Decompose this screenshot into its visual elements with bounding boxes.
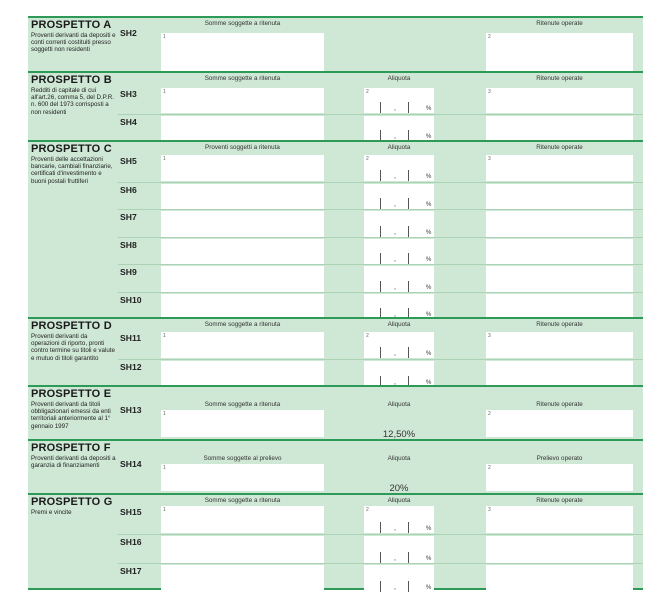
column-header-amount: Somme soggette a ritenuta <box>204 75 281 82</box>
section-description: Proventi derivanti da depositi a garanzia di finanziamenti <box>31 455 116 470</box>
withholding-input[interactable] <box>486 116 633 141</box>
percent-sign: % <box>426 556 432 562</box>
amount-input[interactable] <box>161 361 324 387</box>
row-code: SH16 <box>120 537 142 547</box>
percent-sign: % <box>426 351 432 357</box>
decimal-comma: , <box>394 555 396 562</box>
aliquota-fixed-value: 20% <box>389 483 409 494</box>
decimal-comma: , <box>394 201 396 208</box>
withholding-input[interactable] <box>486 88 633 113</box>
digit-separator <box>380 170 381 181</box>
percent-sign: % <box>426 229 432 236</box>
withholding-input[interactable] <box>486 294 633 320</box>
amount-input[interactable] <box>161 565 324 592</box>
percent-sign: % <box>426 173 432 180</box>
form-row-sh4 <box>118 114 643 142</box>
digit-separator <box>380 522 381 533</box>
aliquota-input[interactable] <box>364 184 434 210</box>
column-header-amount: Somme soggette a ritenuta <box>204 497 281 504</box>
aliquota-input[interactable] <box>364 266 434 292</box>
form-row-sh5 <box>118 154 643 182</box>
percent-sign: % <box>426 257 432 263</box>
prospetto-e <box>28 385 643 439</box>
column-header-withholding: Ritenute operate <box>536 75 583 82</box>
aliquota-input[interactable] <box>364 88 434 113</box>
digit-separator <box>408 102 409 113</box>
section-description: Redditi di capitale di cui all'art.26, comma 5, del D.P.R. n. 600 del 1973 corrisposti a non residenti <box>31 87 114 116</box>
field-number: 1 <box>163 465 166 471</box>
percent-sign: % <box>426 585 432 591</box>
field-number: 3 <box>488 333 491 339</box>
row-code: SH13 <box>120 405 142 415</box>
decimal-comma: , <box>394 350 396 357</box>
form-row-sh16 <box>118 534 643 564</box>
withholding-input[interactable] <box>486 506 633 533</box>
row-code: SH17 <box>120 566 142 576</box>
percent-sign: % <box>426 134 432 140</box>
section-description: Proventi derivanti da operazioni di riporto, pronti contro termine su titoli e valute e mutuo di titoli garantito <box>31 333 115 362</box>
field-number: 2 <box>488 411 491 417</box>
amount-input[interactable] <box>161 506 324 533</box>
row-code: SH10 <box>120 294 142 305</box>
aliquota-input[interactable] <box>364 211 434 237</box>
decimal-comma: , <box>394 133 396 140</box>
aliquota-input[interactable] <box>364 565 434 592</box>
column-header-amount: Proventi soggetti a ritenuta <box>205 144 280 151</box>
decimal-comma: , <box>394 525 396 532</box>
section-description: Premi e vincite <box>31 509 72 516</box>
prospetto-a <box>28 16 643 71</box>
digit-separator <box>408 552 409 563</box>
form-row-sh13 <box>118 405 643 440</box>
form-row-sh2 <box>118 28 643 73</box>
form-row-sh3 <box>118 87 643 114</box>
percent-sign: % <box>426 526 432 532</box>
field-number: 2 <box>366 333 369 339</box>
column-header-withholding: Ritenute operate <box>536 401 583 408</box>
digit-separator <box>380 226 381 237</box>
form-row-sh12 <box>118 359 643 388</box>
field-number: 2 <box>366 156 369 162</box>
field-number: 1 <box>163 156 166 162</box>
row-code: SH3 <box>120 89 137 99</box>
section-title: PROSPETTO D <box>31 320 112 332</box>
tax-form-panel <box>28 16 643 590</box>
digit-separator <box>408 198 409 209</box>
digit-separator <box>380 581 381 592</box>
decimal-comma: , <box>394 311 396 318</box>
withholding-input[interactable] <box>486 239 633 265</box>
section-title: PROSPETTO E <box>31 388 112 400</box>
aliquota-input[interactable] <box>364 116 434 141</box>
column-header-aliquota: Aliquota <box>387 144 411 151</box>
column-header-withholding: Prelievo operato <box>536 455 583 462</box>
amount-input[interactable] <box>161 155 324 181</box>
column-header-withholding: Ritenute operate <box>536 321 583 328</box>
prospetto-b <box>28 71 643 140</box>
form-row-sh10 <box>118 292 643 321</box>
row-code: SH14 <box>120 459 142 469</box>
form-row-sh9 <box>118 264 643 293</box>
digit-separator <box>408 281 409 292</box>
percent-sign: % <box>426 312 432 318</box>
row-code: SH7 <box>120 212 137 222</box>
section-title: PROSPETTO A <box>31 19 112 31</box>
form-row-sh17 <box>118 563 643 593</box>
aliquota-input[interactable] <box>364 239 434 265</box>
column-header-withholding: Ritenute operate <box>536 144 583 151</box>
field-number: 3 <box>488 89 491 95</box>
section-description: Proventi derivanti da titoli obbligazionari emessi da enti territoriali anteriormente al 1° gennaio 1997 <box>31 401 111 430</box>
amount-input[interactable] <box>161 410 324 437</box>
form-row-sh15 <box>118 505 643 534</box>
aliquota-input[interactable] <box>364 294 434 320</box>
column-header-aliquota: Aliquota <box>387 455 411 462</box>
percent-sign: % <box>426 202 432 208</box>
withholding-input[interactable] <box>486 211 633 237</box>
field-number: 1 <box>163 507 166 513</box>
withholding-input[interactable] <box>486 155 633 181</box>
form-row-sh6 <box>118 182 643 211</box>
form-row-sh8 <box>118 237 643 266</box>
digit-separator <box>408 226 409 237</box>
field-number: 1 <box>163 411 166 417</box>
amount-input[interactable] <box>161 33 324 72</box>
column-header-aliquota: Aliquota <box>387 497 411 504</box>
field-number: 2 <box>488 34 491 40</box>
section-title: PROSPETTO B <box>31 74 112 86</box>
withholding-input[interactable] <box>486 33 633 72</box>
withholding-input[interactable] <box>486 266 633 292</box>
aliquota-input[interactable] <box>364 506 434 533</box>
row-code: SH6 <box>120 184 137 195</box>
amount-input[interactable] <box>161 536 324 563</box>
form-row-sh11 <box>118 331 643 359</box>
section-title: PROSPETTO G <box>31 496 113 508</box>
field-number: 1 <box>163 333 166 339</box>
column-header-aliquota: Aliquota <box>387 321 411 328</box>
withholding-input[interactable] <box>486 332 633 358</box>
prospetto-c <box>28 140 643 317</box>
row-code: SH4 <box>120 117 137 127</box>
withholding-input[interactable] <box>486 410 633 437</box>
section-title: PROSPETTO F <box>31 442 111 454</box>
percent-sign: % <box>426 284 432 291</box>
column-header-amount: Somme soggette a ritenuta <box>204 401 281 408</box>
column-header-amount: Somme soggette a ritenuta <box>204 321 281 328</box>
withholding-input[interactable] <box>486 184 633 210</box>
decimal-comma: , <box>394 228 396 236</box>
field-number: 1 <box>163 89 166 95</box>
amount-input[interactable] <box>161 116 324 141</box>
aliquota-fixed-value: 12,50% <box>382 429 416 440</box>
digit-separator <box>408 522 409 533</box>
amount-input[interactable] <box>161 266 324 292</box>
aliquota-input[interactable] <box>364 536 434 563</box>
amount-input[interactable] <box>161 184 324 210</box>
decimal-comma: , <box>394 172 396 180</box>
column-header-amount: Somme soggette a ritenuta <box>204 20 281 27</box>
row-code: SH11 <box>120 333 142 343</box>
section-description: Proventi delle accettazioni bancarie, cambiali finanziarie, certificati d'investimento e buoni postali fruttiferi <box>31 156 113 185</box>
amount-input[interactable] <box>161 88 324 113</box>
field-number: 2 <box>366 507 369 513</box>
prospetto-d <box>28 317 643 385</box>
form-row-sh7 <box>118 209 643 238</box>
column-header-aliquota: Aliquota <box>387 75 411 82</box>
section-description: Proventi derivanti da depositi e conti correnti costituiti presso soggetti non residenti <box>31 32 116 54</box>
row-code: SH12 <box>120 362 142 372</box>
withholding-input[interactable] <box>486 565 633 592</box>
row-code: SH2 <box>120 28 137 38</box>
digit-separator <box>380 253 381 264</box>
field-number: 3 <box>488 507 491 513</box>
digit-separator <box>408 347 409 358</box>
digit-separator <box>380 552 381 563</box>
column-header-withholding: Ritenute operate <box>536 497 583 504</box>
withholding-input[interactable] <box>486 536 633 563</box>
digit-separator <box>380 347 381 358</box>
decimal-comma: , <box>394 105 396 112</box>
column-header-withholding: Ritenute operate <box>536 20 583 27</box>
withholding-input[interactable] <box>486 361 633 387</box>
row-code: SH8 <box>120 239 137 250</box>
prospetto-f <box>28 439 643 493</box>
digit-separator <box>380 281 381 292</box>
field-number: 2 <box>488 465 491 471</box>
digit-separator <box>380 198 381 209</box>
field-number: 1 <box>163 34 166 40</box>
row-code: SH5 <box>120 156 137 166</box>
field-number: 3 <box>488 156 491 162</box>
aliquota-input[interactable] <box>364 155 434 181</box>
row-code: SH15 <box>120 507 142 517</box>
amount-input[interactable] <box>161 294 324 320</box>
prospetto-g <box>28 493 643 590</box>
digit-separator <box>408 253 409 264</box>
row-code: SH9 <box>120 267 137 277</box>
aliquota-input[interactable] <box>364 332 434 358</box>
field-number: 2 <box>366 89 369 95</box>
amount-input[interactable] <box>161 211 324 237</box>
percent-sign: % <box>426 380 432 386</box>
column-header-amount: Somme soggette al prelievo <box>203 455 282 462</box>
form-row-sh14 <box>118 459 643 494</box>
amount-input[interactable] <box>161 239 324 265</box>
percent-sign: % <box>426 106 432 112</box>
aliquota-input[interactable] <box>364 361 434 387</box>
decimal-comma: , <box>394 283 396 291</box>
decimal-comma: , <box>394 584 396 591</box>
decimal-comma: , <box>394 256 396 263</box>
column-header-aliquota: Aliquota <box>387 401 411 408</box>
section-title: PROSPETTO C <box>31 143 112 155</box>
digit-separator <box>380 102 381 113</box>
digit-separator <box>408 581 409 592</box>
amount-input[interactable] <box>161 464 324 491</box>
amount-input[interactable] <box>161 332 324 358</box>
decimal-comma: , <box>394 379 396 386</box>
digit-separator <box>408 170 409 181</box>
withholding-input[interactable] <box>486 464 633 491</box>
